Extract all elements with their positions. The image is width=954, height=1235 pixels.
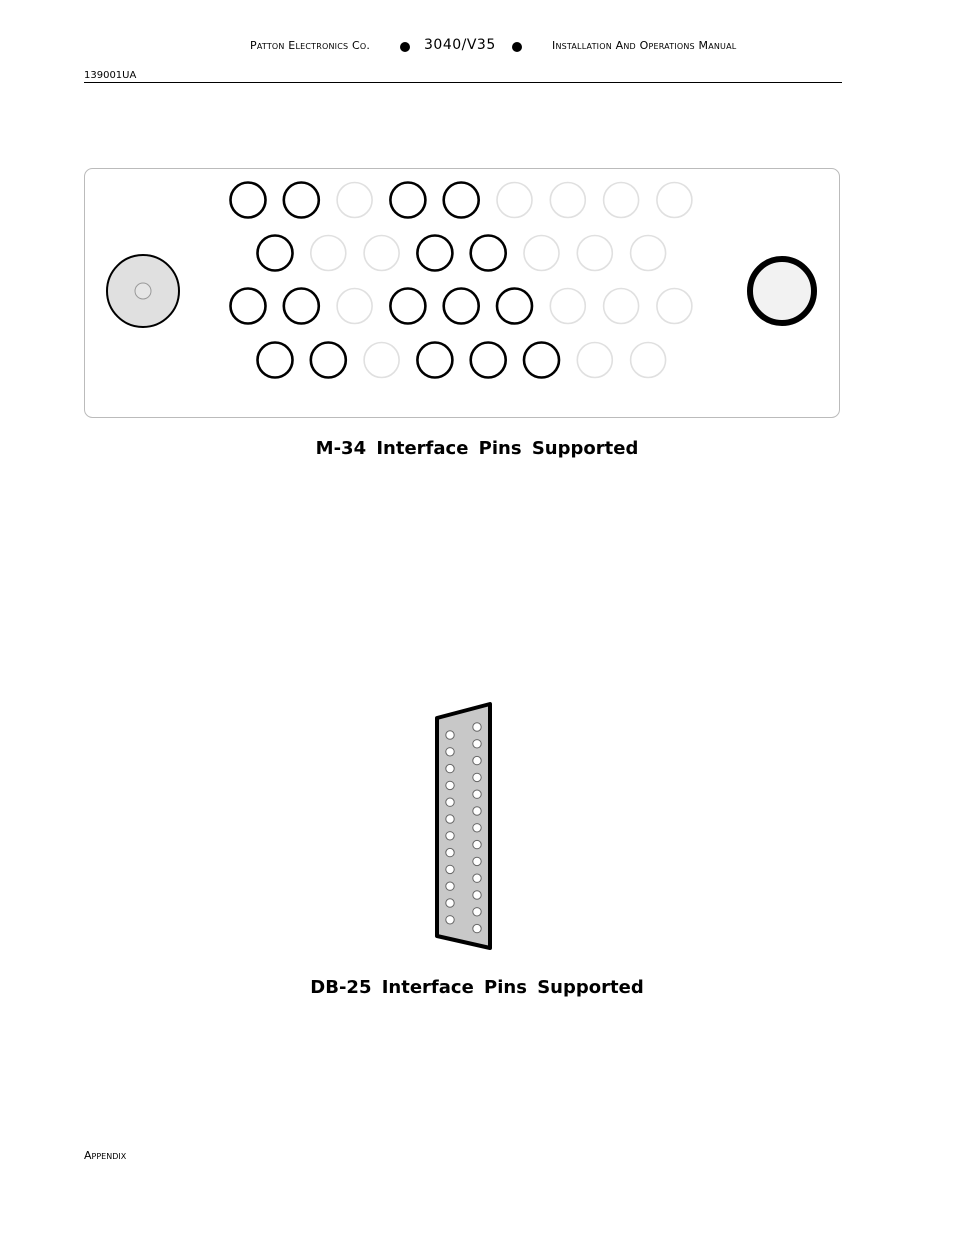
db25-pin (473, 857, 481, 865)
m34-pin-unsupported (337, 289, 372, 324)
db25-shell (437, 704, 490, 948)
db25-pin (473, 773, 481, 781)
header-model: 3040/V35 (424, 37, 496, 53)
m34-pin-unsupported (550, 183, 585, 218)
db25-pin (446, 832, 454, 840)
m34-pin-supported (524, 343, 559, 378)
db25-caption: DB-25 Interface Pins Supported (310, 977, 644, 998)
m34-pin-unsupported (364, 343, 399, 378)
header-bullet-icon (512, 42, 522, 52)
db25-pin (446, 865, 454, 873)
db25-pin (473, 824, 481, 832)
db25-pin (473, 840, 481, 848)
db25-pin (473, 891, 481, 899)
db25-pin (446, 748, 454, 756)
header-rule (84, 82, 842, 83)
m34-pin-supported (390, 183, 425, 218)
db25-pin (473, 924, 481, 932)
db25-pin (473, 807, 481, 815)
m34-pin-unsupported (577, 236, 612, 271)
m34-pin-unsupported (631, 236, 666, 271)
m34-pin-unsupported (337, 183, 372, 218)
m34-pin-supported (471, 236, 506, 271)
db25-pin (473, 908, 481, 916)
m34-pin-supported (417, 236, 452, 271)
m34-pin-supported (444, 183, 479, 218)
db25-pin (473, 723, 481, 731)
db25-pin (473, 874, 481, 882)
db25-pin (446, 731, 454, 739)
m34-screw-hole (135, 283, 151, 299)
m34-pin-supported (311, 343, 346, 378)
m34-pin-supported (444, 289, 479, 324)
db25-pin (446, 764, 454, 772)
m34-pin-unsupported (524, 236, 559, 271)
m34-pin-supported (471, 343, 506, 378)
db25-pin (473, 790, 481, 798)
m34-pin-unsupported (657, 183, 692, 218)
m34-pin-unsupported (657, 289, 692, 324)
db25-connector-diagram (430, 700, 500, 960)
db25-pin (473, 740, 481, 748)
m34-pin-unsupported (631, 343, 666, 378)
db25-pin (446, 781, 454, 789)
header-manual-title: Installation And Operations Manual (552, 39, 737, 52)
m34-pin-unsupported (550, 289, 585, 324)
db25-pin (446, 916, 454, 924)
m34-caption: M-34 Interface Pins Supported (315, 438, 639, 459)
m34-pin-supported (284, 289, 319, 324)
db25-pin (473, 756, 481, 764)
document-number: 139001UA (84, 70, 137, 81)
header-bullet-icon (400, 42, 410, 52)
db25-pin (446, 848, 454, 856)
db25-pin (446, 882, 454, 890)
m34-screw-right (750, 259, 814, 323)
m34-pin-supported (231, 289, 266, 324)
db25-pin (446, 899, 454, 907)
m34-pin-unsupported (497, 183, 532, 218)
m34-pin-supported (417, 343, 452, 378)
m34-pin-unsupported (604, 289, 639, 324)
m34-pin-unsupported (364, 236, 399, 271)
m34-pin-supported (284, 183, 319, 218)
m34-pin-supported (258, 343, 293, 378)
db25-pin (446, 798, 454, 806)
db25-pin (446, 815, 454, 823)
m34-pin-unsupported (311, 236, 346, 271)
running-header (0, 36, 954, 58)
header-company: Patton Electronics Co. (250, 39, 371, 52)
m34-connector-diagram (84, 168, 840, 418)
m34-pin-unsupported (604, 183, 639, 218)
m34-pin-unsupported (577, 343, 612, 378)
m34-pin-supported (390, 289, 425, 324)
footer-section-name: Appendix (84, 1149, 127, 1162)
m34-pin-supported (258, 236, 293, 271)
m34-pin-supported (497, 289, 532, 324)
m34-pin-supported (231, 183, 266, 218)
